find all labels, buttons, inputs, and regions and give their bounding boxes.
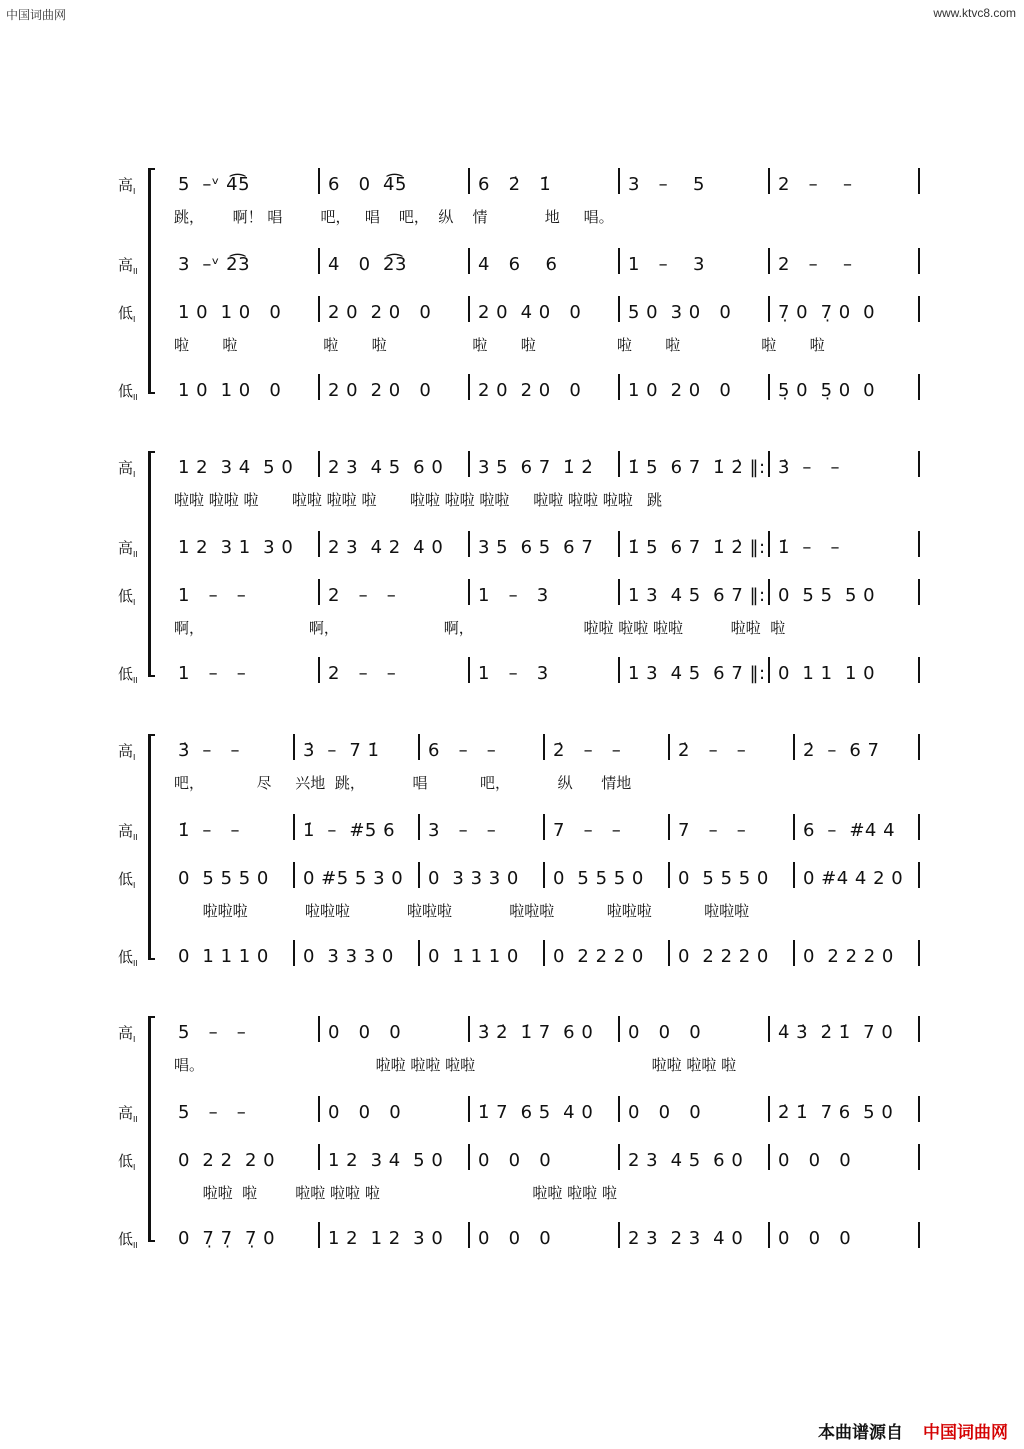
bar-line bbox=[768, 657, 770, 683]
part-label-mark: I bbox=[133, 1163, 136, 1172]
bar-line bbox=[468, 451, 470, 477]
part-label-mark: I bbox=[133, 470, 136, 479]
bar-line bbox=[318, 168, 320, 194]
part-label bbox=[118, 174, 135, 196]
bar-line bbox=[293, 862, 295, 888]
score-system bbox=[118, 1020, 930, 1250]
measure: 2 – – bbox=[778, 254, 853, 275]
measure: 2̇ – – bbox=[678, 740, 747, 761]
part-label-mark: I bbox=[133, 753, 136, 762]
measure: 1 – 3 bbox=[628, 254, 705, 275]
bar-line bbox=[918, 168, 920, 194]
measure: 0 0 0 bbox=[628, 1102, 702, 1123]
measure: 0 5 5 5 0 bbox=[553, 868, 644, 889]
measure: 0 0 0 bbox=[328, 1102, 402, 1123]
bar-line bbox=[418, 734, 420, 760]
notation-row bbox=[174, 300, 930, 324]
measure: 0 0 0 bbox=[778, 1150, 852, 1171]
measure: 6 – – bbox=[428, 740, 497, 761]
measure: 7 – – bbox=[553, 820, 622, 841]
bar-line bbox=[318, 296, 320, 322]
part-label bbox=[118, 946, 138, 968]
measure: 2 0 2 0 0 bbox=[478, 380, 582, 401]
part-label-text: 高 bbox=[118, 742, 134, 760]
bar-line bbox=[318, 657, 320, 683]
part-label-mark: II bbox=[133, 1115, 138, 1124]
measure: 0 5 5 5 0 bbox=[678, 868, 769, 889]
notation-row bbox=[174, 252, 930, 276]
lyric-row: 啦啦 啦啦 啦 啦啦 啦啦 啦 啦啦 啦啦 啦啦 啦啦 啦啦 啦啦 跳 bbox=[174, 491, 663, 509]
bar-line bbox=[318, 248, 320, 274]
measure: 1̇ – – bbox=[178, 820, 241, 841]
part-label-mark: II bbox=[133, 959, 138, 968]
measure: 0 2 2 2 0 bbox=[553, 946, 644, 967]
measure: 3 – – bbox=[428, 820, 497, 841]
bar-line bbox=[768, 248, 770, 274]
measure: 0 #4 4 2 0 bbox=[803, 868, 904, 889]
measure: 2 3 4 5 6 0 bbox=[628, 1150, 744, 1171]
bar-line bbox=[668, 734, 670, 760]
bar-line bbox=[618, 1222, 620, 1248]
lyric-row: 啊， 啊， 啊， 啦啦 啦啦 啦啦 啦啦 啦 bbox=[174, 619, 786, 637]
lyric-row: 唱。 啦啦 啦啦 啦啦 啦啦 啦啦 啦 bbox=[174, 1056, 737, 1074]
measure: 6 2̇ 1̇ bbox=[478, 174, 552, 195]
measure: 3̇ – 7 1̇ bbox=[303, 740, 380, 761]
measure: 0 0 0 bbox=[778, 1228, 852, 1249]
system-brace bbox=[148, 734, 155, 960]
measure: 0 7̣ 7̣ 7̣ 0 bbox=[178, 1228, 276, 1249]
bar-line bbox=[918, 1144, 920, 1170]
measure: 1̇ 5 6 7 1̇ 2̇ ‖: bbox=[628, 457, 766, 478]
bar-line bbox=[618, 657, 620, 683]
part-label-mark: I bbox=[133, 315, 136, 324]
part-label-mark: II bbox=[133, 550, 138, 559]
measure: 0 2 2 2 0 bbox=[803, 946, 894, 967]
bar-line bbox=[918, 1016, 920, 1042]
lyric-row: 啦啦啦 啦啦啦 啦啦啦 啦啦啦 啦啦啦 啦啦啦 bbox=[174, 902, 750, 920]
bar-line bbox=[468, 168, 470, 194]
measure: 1 3 4 5 6 7 ‖: bbox=[628, 663, 766, 684]
bar-line bbox=[468, 374, 470, 400]
measure: 1 – 3 bbox=[478, 585, 549, 606]
measure: 0 2 2 2 0 bbox=[678, 946, 769, 967]
notation-row bbox=[174, 944, 930, 968]
bar-line bbox=[918, 940, 920, 966]
measure: 1 3 4 5 6 7 ‖: bbox=[628, 585, 766, 606]
measure: 0 5 5 5 0 bbox=[178, 868, 269, 889]
measure: 0 5 5 5 0 bbox=[778, 585, 876, 606]
bar-line bbox=[918, 248, 920, 274]
bar-line bbox=[468, 248, 470, 274]
part-label-text: 高 bbox=[118, 459, 134, 477]
bar-line bbox=[768, 1016, 770, 1042]
notation-row bbox=[174, 535, 930, 559]
measure: 0 0 0 bbox=[478, 1228, 552, 1249]
notation-row bbox=[174, 1020, 930, 1044]
bar-line bbox=[618, 531, 620, 557]
part-label-text: 低 bbox=[118, 870, 134, 888]
bar-line bbox=[768, 374, 770, 400]
measure: 0 1 1 1 0 bbox=[778, 663, 876, 684]
part-label-text: 高 bbox=[118, 1104, 134, 1122]
part-label bbox=[118, 740, 135, 762]
score-system bbox=[118, 455, 930, 685]
measure: 3 –ᵛ 2͡3 bbox=[178, 254, 251, 275]
bar-line bbox=[318, 1096, 320, 1122]
part-label-text: 低 bbox=[118, 665, 134, 683]
source-credit bbox=[818, 1418, 1008, 1443]
part-label bbox=[118, 1150, 135, 1172]
bar-line bbox=[768, 296, 770, 322]
bar-line bbox=[318, 1016, 320, 1042]
system-brace bbox=[148, 1016, 155, 1242]
measure: 1 2 3 1 3 0 bbox=[178, 537, 294, 558]
lyric-row: 啦啦 啦 啦啦 啦啦 啦 啦啦 啦啦 啦 bbox=[174, 1184, 617, 1202]
bar-line bbox=[543, 814, 545, 840]
part-label-text: 低 bbox=[118, 382, 134, 400]
part-label-text: 高 bbox=[118, 539, 134, 557]
measure: 2 3 4 2 4 0 bbox=[328, 537, 444, 558]
measure: 2 0 4 0 0 bbox=[478, 302, 582, 323]
measure: 2 3 4 5 6 0 bbox=[328, 457, 444, 478]
bar-line bbox=[418, 814, 420, 840]
bar-line bbox=[668, 862, 670, 888]
measure: 0 0 0 bbox=[328, 1022, 402, 1043]
part-label-text: 低 bbox=[118, 587, 134, 605]
bar-line bbox=[318, 451, 320, 477]
measure: 0 #5 5 3 0 bbox=[303, 868, 404, 889]
measure: 2 0 2 0 0 bbox=[328, 302, 432, 323]
bar-line bbox=[918, 374, 920, 400]
bar-line bbox=[618, 1096, 620, 1122]
measure: 2 3 2 3 4 0 bbox=[628, 1228, 744, 1249]
part-label bbox=[118, 380, 138, 402]
notation-row bbox=[174, 866, 930, 890]
bar-line bbox=[918, 451, 920, 477]
bar-line bbox=[293, 814, 295, 840]
bar-line bbox=[918, 734, 920, 760]
measure: 5 0 3 0 0 bbox=[628, 302, 732, 323]
bar-line bbox=[543, 734, 545, 760]
part-label bbox=[118, 254, 138, 276]
measure: 0 3 3 3 0 bbox=[428, 868, 519, 889]
watermark-right: www.ktvc8.com bbox=[933, 6, 1016, 20]
bar-line bbox=[318, 579, 320, 605]
part-label-mark: II bbox=[133, 267, 138, 276]
notation-row bbox=[174, 378, 930, 402]
measure: 5̣ 0 5̣ 0 0 bbox=[778, 380, 876, 401]
measure: 5 –ᵛ 4͡5 bbox=[178, 174, 251, 195]
bar-line bbox=[768, 1222, 770, 1248]
bar-line bbox=[293, 940, 295, 966]
measure: 0 2 2 2 0 bbox=[178, 1150, 276, 1171]
system-brace bbox=[148, 451, 155, 677]
measure: 6 0 4͡5 bbox=[328, 174, 407, 195]
part-label-text: 高 bbox=[118, 256, 134, 274]
measure: 4 0 2͡3 bbox=[328, 254, 407, 275]
part-label bbox=[118, 663, 138, 685]
part-label-mark: II bbox=[133, 1241, 138, 1250]
bar-line bbox=[468, 579, 470, 605]
bar-line bbox=[318, 1144, 320, 1170]
bar-line bbox=[918, 814, 920, 840]
bar-line bbox=[618, 1144, 620, 1170]
bar-line bbox=[768, 579, 770, 605]
lyric-row: 吧， 尽 兴地 跳， 唱 吧， 纵 情地 bbox=[174, 774, 632, 792]
measure: 3 – 5 bbox=[628, 174, 705, 195]
bar-line bbox=[918, 1222, 920, 1248]
bar-line bbox=[918, 296, 920, 322]
part-label-mark: II bbox=[133, 833, 138, 842]
measure: 1 2 3 4 5 0 bbox=[178, 457, 294, 478]
measure: 2 0 2 0 0 bbox=[328, 380, 432, 401]
bar-line bbox=[768, 168, 770, 194]
bar-line bbox=[918, 1096, 920, 1122]
bar-line bbox=[768, 1096, 770, 1122]
notation-row bbox=[174, 818, 930, 842]
bar-line bbox=[618, 248, 620, 274]
score-system bbox=[118, 738, 930, 968]
measure: 2̇ 1̇ 7 6 5 0 bbox=[778, 1102, 894, 1123]
bar-line bbox=[543, 862, 545, 888]
measure: 0 1 1 1 0 bbox=[178, 946, 269, 967]
bar-line bbox=[618, 168, 620, 194]
bar-line bbox=[768, 451, 770, 477]
bar-line bbox=[618, 579, 620, 605]
bar-line bbox=[418, 940, 420, 966]
bar-line bbox=[793, 734, 795, 760]
measure: 3 5 6 5 6 7 bbox=[478, 537, 594, 558]
bar-line bbox=[793, 862, 795, 888]
part-label-mark: I bbox=[133, 1035, 136, 1044]
measure: 4̇ 3̇ 2̇ 1̇ 7 0 bbox=[778, 1022, 894, 1043]
bar-line bbox=[318, 374, 320, 400]
part-label bbox=[118, 457, 135, 479]
measure: 1̇ – – bbox=[778, 537, 841, 558]
bar-line bbox=[618, 374, 620, 400]
part-label-text: 低 bbox=[118, 1230, 134, 1248]
bar-line bbox=[543, 940, 545, 966]
measure: 7 – – bbox=[678, 820, 747, 841]
bar-line bbox=[468, 657, 470, 683]
measure: 1 0 1 0 0 bbox=[178, 302, 282, 323]
bar-line bbox=[768, 531, 770, 557]
measure: 5 – – bbox=[178, 1022, 247, 1043]
measure: 4 6 6 bbox=[478, 254, 558, 275]
part-label-text: 低 bbox=[118, 304, 134, 322]
bar-line bbox=[318, 531, 320, 557]
part-label-mark: I bbox=[133, 187, 136, 196]
part-label bbox=[118, 302, 135, 324]
part-label-text: 高 bbox=[118, 822, 134, 840]
bar-line bbox=[618, 451, 620, 477]
measure: 1̇ – #5 6 bbox=[303, 820, 396, 841]
measure: 7̣ 0 7̣ 0 0 bbox=[778, 302, 876, 323]
bar-line bbox=[468, 531, 470, 557]
measure: 2 – – bbox=[328, 663, 397, 684]
notation-row bbox=[174, 172, 930, 196]
measure: 0 1 1 1 0 bbox=[428, 946, 519, 967]
measure: 1̇ 5 6 7 1̇ 2̇ ‖: bbox=[628, 537, 766, 558]
notation-row bbox=[174, 661, 930, 685]
bar-line bbox=[418, 862, 420, 888]
measure: 3̇ – – bbox=[178, 740, 241, 761]
measure: 1 0 2 0 0 bbox=[628, 380, 732, 401]
measure: 1 – – bbox=[178, 585, 247, 606]
notation-row bbox=[174, 583, 930, 607]
notation-row bbox=[174, 1100, 930, 1124]
part-label-text: 低 bbox=[118, 948, 134, 966]
system-brace bbox=[148, 168, 155, 394]
notation-row bbox=[174, 738, 930, 762]
bar-line bbox=[793, 940, 795, 966]
bar-line bbox=[468, 296, 470, 322]
bar-line bbox=[618, 1016, 620, 1042]
measure: 2 – – bbox=[328, 585, 397, 606]
part-label-text: 高 bbox=[118, 176, 134, 194]
measure: 3̇ 2̇ 1̇ 7 6 0 bbox=[478, 1022, 594, 1043]
measure: 3̇ – – bbox=[778, 457, 841, 478]
bar-line bbox=[618, 296, 620, 322]
watermark-left: 中国词曲网 bbox=[6, 8, 67, 22]
part-label bbox=[118, 537, 138, 559]
part-label-mark: II bbox=[133, 676, 138, 685]
measure: 1 – 3 bbox=[478, 663, 549, 684]
part-label-mark: I bbox=[133, 881, 136, 890]
part-label-text: 低 bbox=[118, 1152, 134, 1170]
score-system bbox=[118, 172, 930, 402]
bar-line bbox=[293, 734, 295, 760]
bar-line bbox=[918, 531, 920, 557]
part-label-mark: I bbox=[133, 598, 136, 607]
part-label bbox=[118, 585, 135, 607]
bar-line bbox=[768, 1144, 770, 1170]
bar-line bbox=[793, 814, 795, 840]
measure: 1̇ 7 6 5 4 0 bbox=[478, 1102, 594, 1123]
measure: 6 – #4 4 bbox=[803, 820, 896, 841]
source-site: 中国词曲网 bbox=[923, 1423, 1008, 1443]
bar-line bbox=[468, 1016, 470, 1042]
bar-line bbox=[918, 579, 920, 605]
source-prefix: 本曲谱源自 bbox=[818, 1423, 903, 1443]
measure: 1 2 3 4 5 0 bbox=[328, 1150, 444, 1171]
measure: 2 – – bbox=[778, 174, 853, 195]
notation-row bbox=[174, 1226, 930, 1250]
bar-line bbox=[318, 1222, 320, 1248]
bar-line bbox=[468, 1144, 470, 1170]
part-label bbox=[118, 1228, 138, 1250]
bar-line bbox=[918, 657, 920, 683]
bar-line bbox=[668, 814, 670, 840]
measure: 1 2 1 2 3 0 bbox=[328, 1228, 444, 1249]
measure: 0 0 0 bbox=[628, 1022, 702, 1043]
measure: 3 5 6 7 1̇ 2̇ bbox=[478, 457, 594, 478]
measure: 5 – – bbox=[178, 1102, 247, 1123]
bar-line bbox=[668, 940, 670, 966]
notation-row bbox=[174, 455, 930, 479]
bar-line bbox=[918, 862, 920, 888]
measure: 2̇ – 6 7 bbox=[803, 740, 880, 761]
part-label bbox=[118, 820, 138, 842]
bar-line bbox=[468, 1096, 470, 1122]
measure: 1 – – bbox=[178, 663, 247, 684]
part-label bbox=[118, 1022, 135, 1044]
bar-line bbox=[468, 1222, 470, 1248]
measure: 0 3 3 3 0 bbox=[303, 946, 394, 967]
lyric-row: 啦 啦 啦 啦 啦 啦 啦 啦 啦 啦 bbox=[174, 336, 825, 354]
part-label-mark: II bbox=[133, 393, 138, 402]
measure: 1 0 1 0 0 bbox=[178, 380, 282, 401]
measure: 0 0 0 bbox=[478, 1150, 552, 1171]
measure: 2̇ – – bbox=[553, 740, 622, 761]
part-label bbox=[118, 868, 135, 890]
notation-row bbox=[174, 1148, 930, 1172]
part-label bbox=[118, 1102, 138, 1124]
part-label-text: 高 bbox=[118, 1024, 134, 1042]
lyric-row: 跳， 啊！ 唱 吧， 唱 吧， 纵 情 地 唱。 bbox=[174, 208, 614, 226]
